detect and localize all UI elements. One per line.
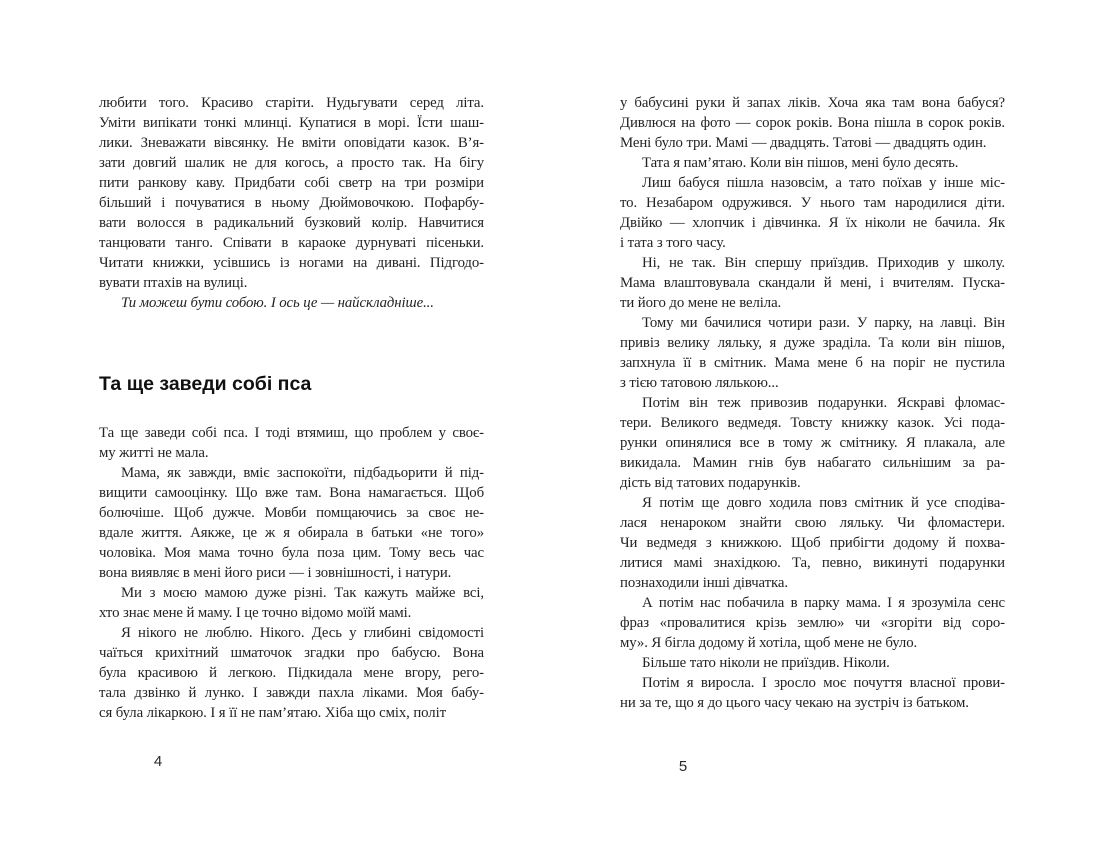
page-number-left: 4 bbox=[153, 753, 163, 770]
text-line: лики. Зневажати вівсянку. Не вміти оповідати казок. В’я- bbox=[99, 135, 484, 151]
paragraph bbox=[620, 593, 1005, 653]
text-line: танцювати танго. Співати в караоке дурнуваті пісеньки. bbox=[99, 235, 484, 251]
page-left bbox=[0, 0, 552, 849]
text-line: зати довгий шалик не для когось, а просто так. На бігу bbox=[99, 155, 484, 171]
page-right bbox=[553, 0, 1105, 849]
text-line: Ти можеш бути собою. І ось це — найскладніше... bbox=[121, 295, 434, 311]
paragraph bbox=[620, 93, 1005, 153]
text-line: пити ранкову каву. Придбати собі светр на три розміри bbox=[99, 175, 484, 191]
text-line: любити того. Красиво старіти. Нудьгувати серед літа. bbox=[99, 95, 484, 111]
text-line: була красивою й легкою. Підкидала мене вгору, рего- bbox=[99, 665, 484, 681]
text-line: Мама влаштовувала скандали й мені, і вчителям. Пуска- bbox=[620, 275, 1005, 291]
paragraph bbox=[620, 253, 1005, 313]
text-line: вати волосся в радикальний бузковий колір. Навчитися bbox=[99, 215, 484, 231]
text-line: у бабусині руки й запах ліків. Хоча яка там вона бабуся? bbox=[620, 95, 1005, 111]
text-line: вона виявляє в мені його риси — і зовнішності, і натури. bbox=[99, 565, 452, 581]
text-line: литися мамі знахідкою. Та, певно, викинуті подарунки bbox=[620, 555, 1005, 571]
text-line: тала дзвінко й лунко. І завжди пахла ліками. Моя бабу- bbox=[99, 685, 484, 701]
text-line: ни за те, що я до цього часу чекаю на зустріч із батьком. bbox=[620, 695, 969, 711]
paragraph bbox=[620, 313, 1005, 393]
text-line: Я нікого не люблю. Нікого. Десь у глибині свідомості bbox=[121, 625, 484, 641]
section-heading bbox=[99, 373, 484, 395]
page-right-text-column bbox=[620, 93, 1005, 713]
text-line: Читати книжки, усівшись із ногами на дивані. Підгодо- bbox=[99, 255, 484, 271]
text-line: дість від татових подарунків. bbox=[620, 475, 801, 491]
paragraph bbox=[620, 493, 1005, 593]
paragraph bbox=[99, 623, 484, 723]
text-line: з тією татовою лялькою... bbox=[620, 375, 779, 391]
text-line: му житті не мала. bbox=[99, 445, 209, 461]
text-line: Потім він теж привозив подарунки. Яскраві фломас- bbox=[642, 395, 1005, 411]
paragraph bbox=[99, 93, 484, 293]
text-line: Мама, як завжди, вміє заспокоїти, підбадьорити й під- bbox=[121, 465, 484, 481]
paragraph bbox=[620, 673, 1005, 713]
text-line: Чи ведмедя з книжкою. Щоб прибігти додому й похва- bbox=[620, 535, 1005, 551]
text-line: чоловіка. Моя мама точно була поза цим. Тому весь час bbox=[99, 545, 484, 561]
text-line: вдале життя. Аякже, це ж я обирала в батьки «не того» bbox=[99, 525, 484, 541]
text-line: Мені було три. Мамі — двадцять. Татові — двадцять один. bbox=[620, 135, 987, 151]
paragraph bbox=[620, 393, 1005, 493]
text-line: Ні, не так. Він спершу приїздив. Приходив у школу. bbox=[642, 255, 1005, 271]
text-line: Ми з моєю мамою дуже різні. Так кажуть майже всі, bbox=[121, 585, 484, 601]
text-line: му». Я бігла додому й хотіла, щоб мене не було. bbox=[620, 635, 918, 651]
text-line: лася ненароком знайти свою ляльку. Чи фломастери. bbox=[620, 515, 1005, 531]
text-line: ти його до мене не веліла. bbox=[620, 295, 782, 311]
text-line: вувати птахів на вулиці. bbox=[99, 275, 248, 291]
text-line: Уміти випікати тонкі млинці. Купатися в морі. Їсти шаш- bbox=[99, 115, 484, 131]
text-line: привіз велику ляльку, я дуже зраділа. Та коли він пішов, bbox=[620, 335, 1005, 351]
text-line: болючіше. Щоб дужче. Мовби помщаючись за своє не- bbox=[99, 505, 484, 521]
text-line: то. Незабаром одружився. У нього там народилися діти. bbox=[620, 195, 1005, 211]
text-line: Дивлюся на фото — сорок років. Вона пішла в сорок років. bbox=[620, 115, 1005, 131]
text-line: вищити самооцінку. Що вже там. Вона намагається. Щоб bbox=[99, 485, 484, 501]
text-line: Тому ми бачилися чотири рази. У парку, на лавці. Він bbox=[642, 315, 1005, 331]
text-line: хто знає мене й маму. І це точно відомо моїй мамі. bbox=[99, 605, 412, 621]
paragraph bbox=[99, 463, 484, 583]
text-line: познаходили інші дівчатка. bbox=[620, 575, 788, 591]
text-line: Потім я виросла. І зросло моє почуття власної прови- bbox=[642, 675, 1005, 691]
paragraph bbox=[620, 653, 1005, 673]
text-line: більший і почуватися в ньому Дюймовочкою. Пофарбу- bbox=[99, 195, 484, 211]
paragraph bbox=[99, 423, 484, 463]
paragraph bbox=[620, 173, 1005, 253]
text-line: рунки опинялися все в тому ж смітнику. Я плакала, але bbox=[620, 435, 1005, 451]
paragraph bbox=[620, 153, 1005, 173]
text-line: Я потім ще довго ходила повз смітник й усе сподіва- bbox=[642, 495, 1005, 511]
page-left-text-column bbox=[99, 93, 484, 723]
text-line: Тата я пам’ятаю. Коли він пішов, мені було десять. bbox=[642, 155, 959, 171]
text-line: Двійко — хлопчик і дівчинка. Я їх ніколи не бачила. Як bbox=[620, 215, 1005, 231]
text-line: А потім нас побачила в парку мама. І я зрозуміла сенс bbox=[642, 595, 1005, 611]
text-line: Лиш бабуся пішла назовсім, а тато поїхав у інше міс- bbox=[642, 175, 1005, 191]
text-line: чаїться крихітний шматочок згадки про бабусю. Вона bbox=[99, 645, 484, 661]
text-line: Та ще заведи собі пса bbox=[99, 373, 312, 395]
text-line: і тата з того часу. bbox=[620, 235, 726, 251]
text-line: Та ще заведи собі пса. І тоді втямиш, що проблем у своє- bbox=[99, 425, 484, 441]
text-line: ся була лікаркою. І я її не пам’ятаю. Хіба що сміх, політ bbox=[99, 705, 446, 721]
text-line: викидала. Мамин гнів був набагато сильнішим за ра- bbox=[620, 455, 1005, 471]
text-line: тери. Великого ведмедя. Товсту книжку казок. Усі пода- bbox=[620, 415, 1005, 431]
paragraph bbox=[99, 583, 484, 623]
quote-paragraph bbox=[99, 293, 484, 313]
text-line: фраз «провалитися крізь землю» чи «згоріти від соро- bbox=[620, 615, 1005, 631]
text-line: Більше тато ніколи не приїздив. Ніколи. bbox=[642, 655, 890, 671]
text-line: запхнула її в смітник. Мама мене б на поріг не пустила bbox=[620, 355, 1005, 371]
page-number-right: 5 bbox=[678, 758, 688, 775]
